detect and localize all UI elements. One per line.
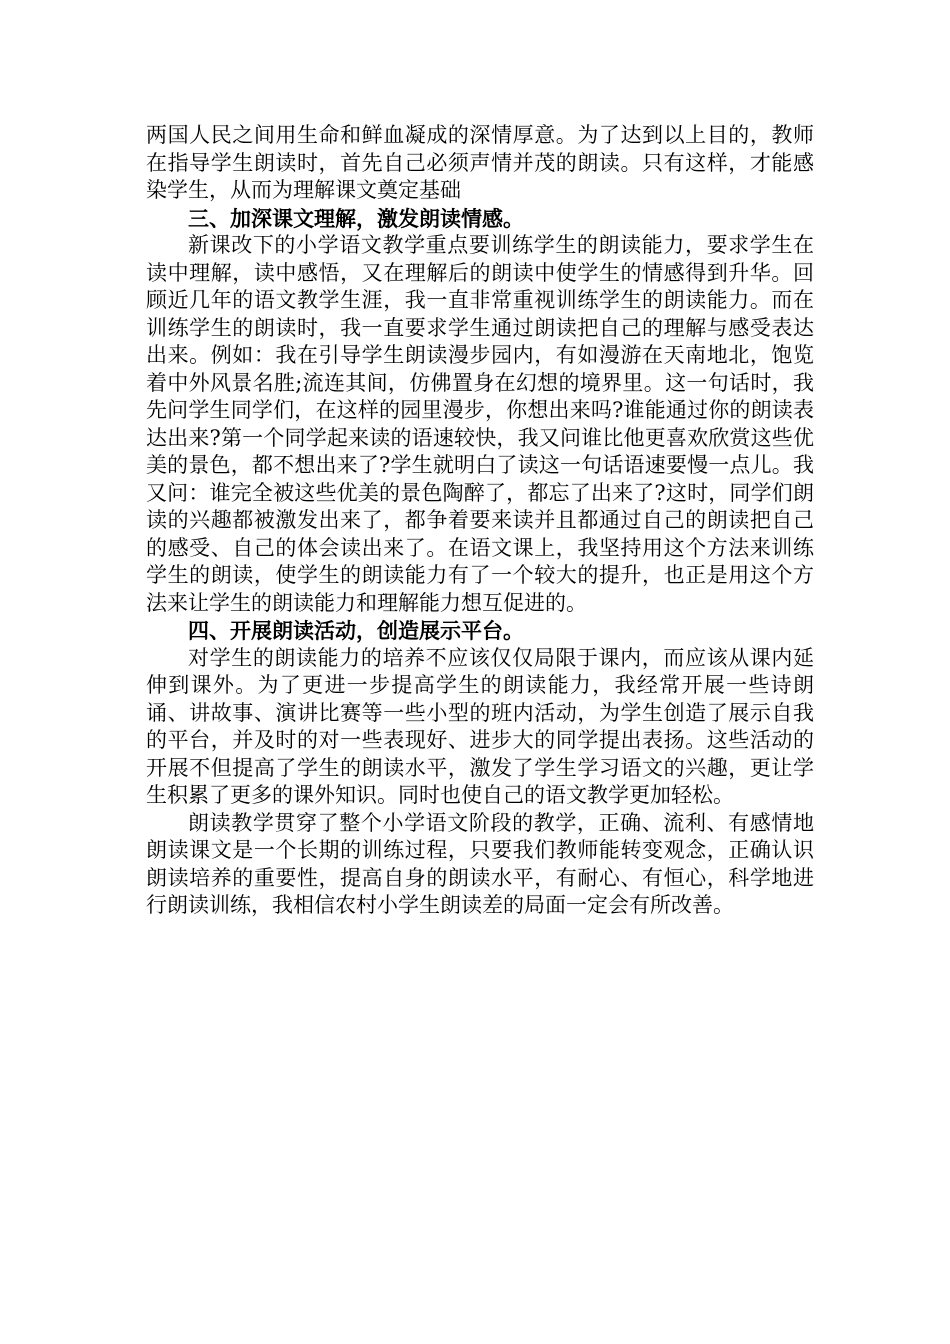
section-heading-four: 四、开展朗读活动，创造展示平台。 (188, 618, 524, 643)
paragraph-reading-activities: 对学生的朗读能力的培养不应该仅仅局限于课内，而应该从课内延伸到课外。为了更进一步提高学生的朗读能力，我经常开展一些诗朗诵、讲故事、演讲比赛等一些小型的班内活动，为学生创造了展示自我的平台，并及时的对一些表现好、进步大的同学提出表扬。这些活动的开展不但提高了学生的朗读水平，激发了学生学习语文的兴趣，更让学生积累了更多的课外知识。同时也使自己的语文教学更加轻松。 (146, 645, 814, 807)
section-heading-three: 三、加深课文理解，激发朗读情感。 (188, 205, 524, 231)
paragraph-continued: 两国人民之间用生命和鲜血凝成的深情厚意。为了达到以上目的，教师在指导学生朗读时，首先自己必须声情并茂的朗读。只有这样，才能感染学生，从而为理解课文奠定基础 (146, 123, 814, 202)
document-body (146, 122, 814, 920)
paragraph-conclusion: 朗读教学贯穿了整个小学语文阶段的教学，正确、流利、有感情地朗读课文是一个长期的训练过程，只要我们教师能转变观念，正确认识朗读培养的重要性，提高自身的朗读水平，有耐心、有恒心，科学地进行朗读训练，我相信农村小学生朗读差的局面一定会有所改善。 (146, 810, 814, 917)
paragraph-reading-comprehension: 新课改下的小学语文教学重点要训练学生的朗读能力，要求学生在读中理解，读中感悟，又在理解后的朗读中使学生的情感得到升华。回顾近几年的语文教学生涯，我一直非常重视训练学生的朗读能力。而在训练学生的朗读时，我一直要求学生通过朗读把自己的理解与感受表达出来。例如：我在引导学生朗读漫步园内，有如漫游在天南地北，饱览着中外风景名胜;流连其间，仿佛置身在幻想的境界里。这一句话时，我先问学生同学们，在这样的园里漫步，你想出来吗?谁能通过你的朗读表达出来?第一个同学起来读的语速较快，我又问谁比他更喜欢欣赏这些优美的景色，都不想出来了?学生就明白了读这一句话语速要慢一点儿。我又问：谁完全被这些优美的景色陶醉了，都忘了出来了?这时，同学们朗读的兴趣都被激发出来了，都争着要来读并且都通过自己的朗读把自己的感受、自己的体会读出来了。在语文课上，我坚持用这个方法来训练学生的朗读，使学生的朗读能力有了一个较大的提升，也正是用这个方法来让学生的朗读能力和理解能力想互促进的。 (146, 233, 814, 615)
